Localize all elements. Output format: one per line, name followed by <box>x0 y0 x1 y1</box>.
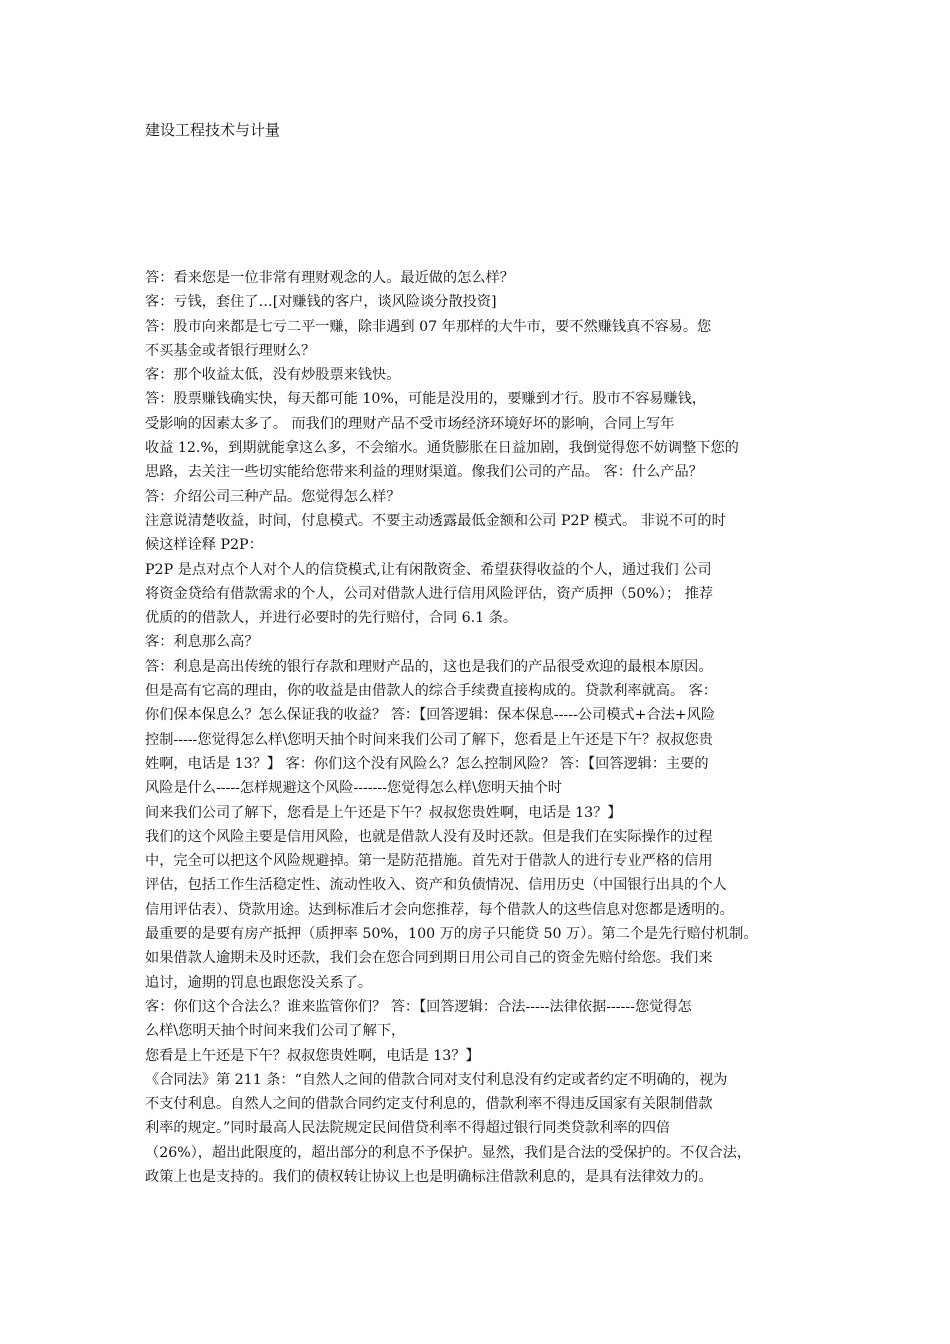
text-line: 利率的规定。”同时最高人民法院规定民间借贷利率不得超过银行同类贷款利率的四倍 <box>145 1120 671 1137</box>
text-line: P2P 是点对点个人对个人的信贷模式,让有闲散资金、希望获得收益的个人，通过我们 公司 <box>145 561 712 578</box>
text-line: 最重要的是要有房产抵押（质押率 50%，100 万的房子只能贷 50 万）。第二个是先行赔付机制。 <box>145 926 758 943</box>
text-line: 思路，去关注一些切实能给您带来利益的理财渠道。像我们公司的产品。 客：什么产品？ <box>145 464 703 481</box>
text-line: 优质的的借款人，并进行必要时的先行赔付，合同 6.1 条。 <box>145 610 518 627</box>
text-line: 客：那个收益太低，没有炒股票来钱快。 <box>145 367 401 384</box>
text-line: 收益 12.%，到期就能拿这么多，不会缩水。通货膨胀在日益加剧，我倒觉得您不妨调整下您的 <box>145 440 739 457</box>
text-line: 间来我们公司了解下，您看是上午还是下午？叔叔您贵姓啊，电话是 13？】 <box>145 804 622 821</box>
text-line: 评估，包括工作生活稳定性、流动性收入、资产和负债情况、信用历史（中国银行出具的个人 <box>145 877 727 894</box>
text-line: 答：股市向来都是七亏二平一赚，除非遇到 07 年那样的大牛市，要不然赚钱真不容易。您 <box>145 318 712 335</box>
text-line: 不支付利息。自然人之间的借款合同约定支付利息的，借款利率不得违反国家有关限制借款 <box>145 1096 713 1113</box>
document-title: 建设工程技术与计量 <box>145 121 281 139</box>
text-line: （26%），超出此限度的，超出部分的利息不予保护。显然，我们是合法的受保护的。不仅合法， <box>145 1144 752 1161</box>
text-line: 候这样诠释 P2P： <box>145 537 263 554</box>
text-line: 注意说清楚收益，时间，付息模式。不要主动透露最低金额和公司 P2P 模式。 非说不可的时 <box>145 512 726 529</box>
text-line: 受影响的因素太多了。 而我们的理财产品不受市场经济环境好坏的影响，合同上写年 <box>145 415 675 432</box>
text-line: 《合同法》第 211 条：“自然人之间的借款合同对支付利息没有约定或者约定不明确的，视为 <box>145 1071 728 1088</box>
text-line: 中，完全可以把这个风险规避掉。第一是防范措施。首先对于借款人的进行专业严格的信用 <box>145 853 713 870</box>
document-body <box>145 266 815 1189</box>
text-line: 我们的这个风险主要是信用风险，也就是借款人没有及时还款。但是我们在实际操作的过程 <box>145 828 713 845</box>
text-line: 答：看来您是一位非常有理财观念的人。最近做的怎么样？ <box>145 270 514 286</box>
text-line: 答：介绍公司三种产品。您觉得怎么样？ <box>145 488 401 505</box>
text-line: 将资金贷给有借款需求的个人，公司对借款人进行信用风险评估，资产质押（50%）； 推荐 <box>145 585 714 602</box>
text-line: 客：亏钱，套住了…[对赚钱的客户，谈风险谈分散投资] <box>145 294 497 311</box>
text-line: 不买基金或者银行理财么？ <box>145 342 316 359</box>
text-line: 您看是上午还是下午？叔叔您贵姓啊，电话是 13？】 <box>145 1047 480 1064</box>
text-line: 控制-----您觉得怎么样\您明天抽个时间来我们公司了解下，您看是上午还是下午？叔叔您贵 <box>145 731 713 748</box>
text-line: 风险是什么-----怎样规避这个风险-------您觉得怎么样\您明天抽个时 <box>145 780 562 797</box>
text-line: 你们保本保息么？怎么保证我的收益？ 答：【回答逻辑：保本保息-----公司模式+合法+风险 <box>145 707 716 724</box>
text-line: 信用评估表）、贷款用途。达到标准后才会向您推荐，每个借款人的这些信息对您都是透明的。 <box>145 901 734 918</box>
text-line: 答：股票赚钱确实快，每天都可能 10%，可能是没用的，要赚到才行。股市不容易赚钱， <box>145 391 706 408</box>
text-line: 么样\您明天抽个时间来我们公司了解下， <box>145 1023 406 1040</box>
text-line: 答：利息是高出传统的银行存款和理财产品的，这也是我们的产品很受欢迎的最根本原因。 <box>145 658 713 675</box>
text-line: 姓啊，电话是 13？】 客：你们这个没有风险么？怎么控制风险？ 答：【回答逻辑：主要的 <box>145 755 709 772</box>
text-line: 客：你们这个合法么？谁来监管你们？ 答：【回答逻辑：合法-----法律依据------您觉得怎 <box>145 998 692 1015</box>
text-line: 追讨，逾期的罚息也跟您没关系了。 <box>145 974 373 991</box>
text-line: 政策上也是支持的。我们的债权转让协议上也是明确标注借款利息的，是具有法律效力的。 <box>145 1168 713 1185</box>
text-line: 客：利息那么高？ <box>145 634 259 651</box>
text-line: 但是高有它高的理由，你的收益是由借款人的综合手续费直接构成的。贷款利率就高。 客： <box>145 683 718 700</box>
text-line: 如果借款人逾期未及时还款，我们会在您合同到期日用公司自己的资金先赔付给您。我们来 <box>145 950 713 967</box>
